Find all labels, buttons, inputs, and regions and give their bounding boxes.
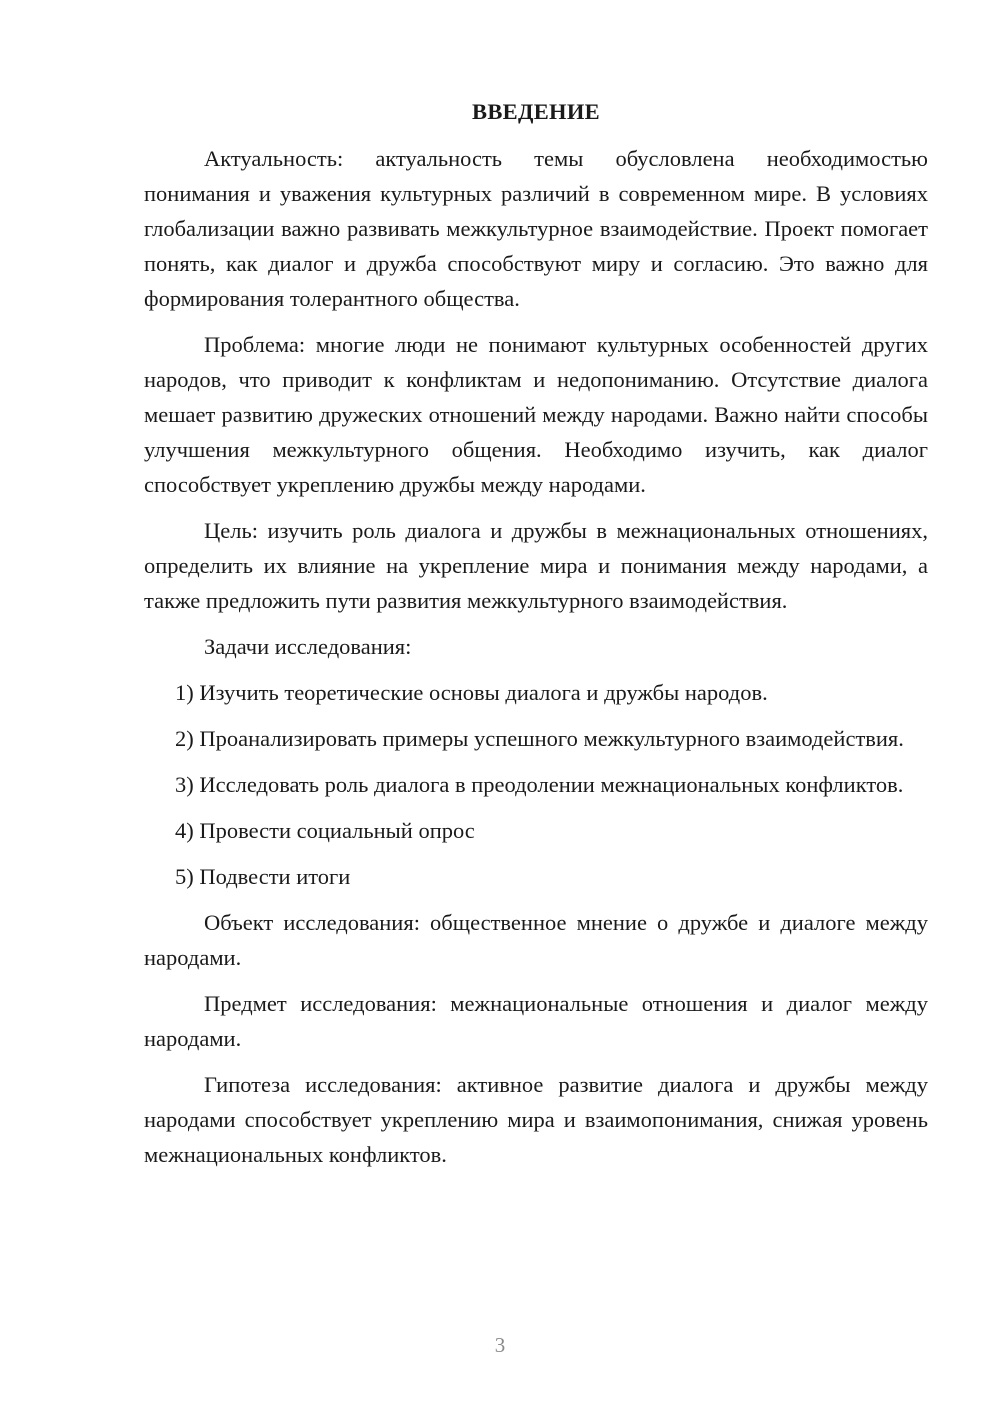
object-paragraph: Объект исследования: общественное мнение о дружбе и диалоге между народами. (144, 910, 928, 970)
task-item-3: 3) Исследовать роль диалога в преодолении межнациональных конфликтов. (175, 772, 904, 797)
goal-paragraph: Цель: изучить роль диалога и дружбы в межнациональных отношениях, определить их влияние на укрепление мира и понимания между народами, а также предложить пути развития межкультурного взаимодействия. (144, 518, 928, 613)
section-title: ВВЕДЕНИЕ (472, 99, 600, 124)
task-item-5: 5) Подвести итоги (175, 864, 351, 889)
page-content (144, 94, 928, 1183)
subject-paragraph: Предмет исследования: межнациональные отношения и диалог между народами. (144, 991, 928, 1051)
relevance-paragraph: Актуальность: актуальность темы обусловлена необходимостью понимания и уважения культурных различий в современном мире. В условиях глобализации важно развивать межкультурное взаимодействие. Проект помогает понять, как диалог и дружба способствуют миру и согласию. Это важно для формирования толерантного общества. (144, 146, 928, 311)
task-item-1: 1) Изучить теоретические основы диалога и дружбы народов. (175, 680, 768, 705)
problem-paragraph: Проблема: многие люди не понимают культурных особенностей других народов, что приводит к конфликтам и недопониманию. Отсутствие диалога мешает развитию дружеских отношений между народами. Важно найти способы улучшения межкультурного общения. Необходимо изучить, как диалог способствует укреплению дружбы между народами. (144, 332, 928, 497)
page-number: 3 (494, 1333, 506, 1357)
task-item-4: 4) Провести социальный опрос (175, 818, 475, 843)
task-item-2: 2) Проанализировать примеры успешного межкультурного взаимодействия. (175, 726, 904, 751)
hypothesis-paragraph: Гипотеза исследования: активное развитие диалога и дружбы между народами способствует укреплению мира и взаимопонимания, снижая уровень межнациональных конфликтов. (144, 1072, 928, 1167)
tasks-heading: Задачи исследования: (204, 634, 412, 659)
